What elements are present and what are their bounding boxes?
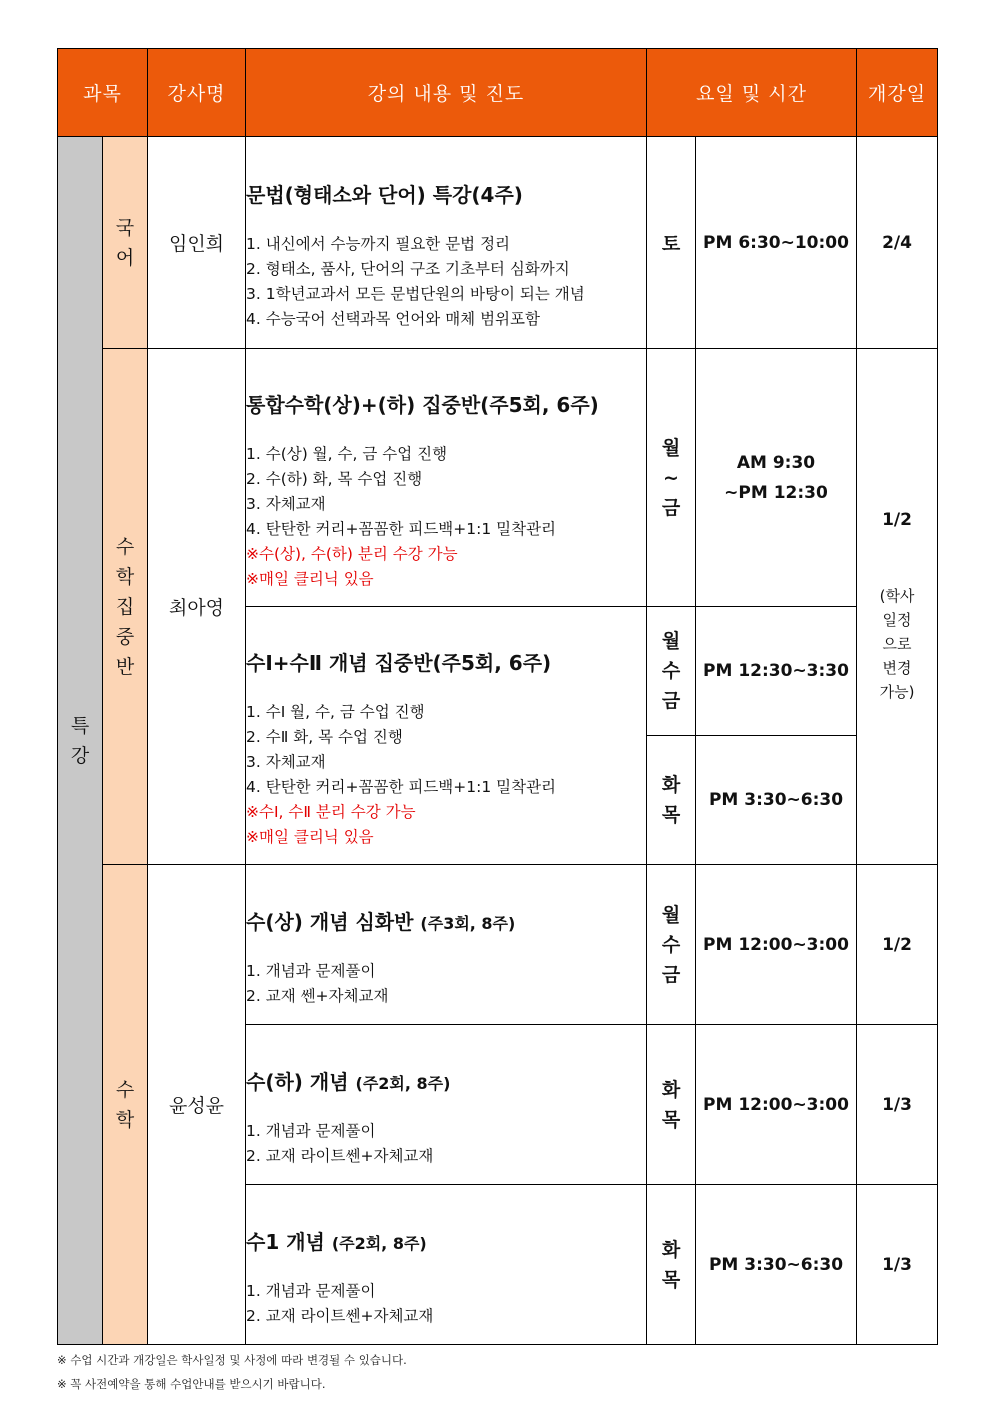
- header-teacher: 강사명: [148, 49, 246, 137]
- course-time: PM 3:30~6:30: [696, 736, 857, 865]
- header-content: 강의 내용 및 진도: [246, 49, 647, 137]
- table-row: [58, 865, 938, 1025]
- course-content: 수1 개념 (주2회, 8주) 1. 개념과 문제풀이 2. 교재 라이트쎈+자체교재: [246, 1185, 647, 1345]
- start-date-note: (학사 일정 으로 변경 가능): [879, 586, 915, 701]
- course-time: PM 12:00~3:00: [696, 865, 857, 1025]
- category-cell: [58, 137, 103, 1345]
- start-date: 1/3: [857, 1185, 938, 1345]
- table-row: [58, 349, 938, 607]
- course-time: PM 12:00~3:00: [696, 1025, 857, 1185]
- category-char: 특: [70, 714, 90, 737]
- course-title: 문법(형태소와 단어) 특강(4주): [246, 183, 523, 207]
- subject-korean: 국 어: [103, 137, 148, 349]
- course-time: PM 12:30~3:30: [696, 607, 857, 736]
- start-date: 1/3: [857, 1025, 938, 1185]
- course-title: 수(상) 개념 심화반 (주3회, 8주): [246, 910, 516, 934]
- footnote: ※ 꼭 사전예약을 통해 수업안내를 받으시기 바랍니다.: [57, 1377, 326, 1391]
- course-title: 통합수학(상)+(하) 집중반(주5회, 6주): [246, 393, 599, 417]
- header-row: [58, 49, 938, 137]
- course-day: 월 수 금: [647, 607, 696, 736]
- table-row: [58, 137, 938, 349]
- course-day: 화 목: [647, 1185, 696, 1345]
- schedule-table: [57, 48, 938, 1345]
- course-time: PM 3:30~6:30: [696, 1185, 857, 1345]
- course-content: 수(상) 개념 심화반 (주3회, 8주) 1. 개념과 문제풀이 2. 교재 쎈+자체교재: [246, 865, 647, 1025]
- course-day: 화 목: [647, 736, 696, 865]
- footnote: ※ 수업 시간과 개강일은 학사일정 및 사정에 따라 변경될 수 있습니다.: [57, 1353, 407, 1367]
- course-day: 토: [647, 137, 696, 349]
- header-subject: 과목: [58, 49, 148, 137]
- start-date: 1/2 (학사 일정 으로 변경 가능): [857, 349, 938, 865]
- teacher-name: 임인희: [148, 137, 246, 349]
- course-title: 수Ⅰ+수Ⅱ 개념 집중반(주5회, 6주): [246, 651, 552, 675]
- start-date: 1/2: [857, 865, 938, 1025]
- category-char: 강: [70, 744, 90, 767]
- course-title: 수(하) 개념 (주2회, 8주): [246, 1070, 451, 1094]
- course-day: 월 수 금: [647, 865, 696, 1025]
- start-date: 2/4: [857, 137, 938, 349]
- subject-math-intensive: 수 학 집 중 반: [103, 349, 148, 865]
- course-time: PM 6:30~10:00: [696, 137, 857, 349]
- course-content: 수Ⅰ+수Ⅱ 개념 집중반(주5회, 6주) 1. 수Ⅰ 월, 수, 금 수업 진행 2. 수Ⅱ 화, 목 수업 진행 3. 자체교재 4. 탄탄한 커리+꼼꼼한 피드백+1:1 밀착관리 ※수Ⅰ, 수Ⅱ 분리 수강 가능 ※매일 클리닉 있음: [246, 607, 647, 865]
- course-time: AM 9:30 ~PM 12:30: [696, 349, 857, 607]
- course-content: 수(하) 개념 (주2회, 8주) 1. 개념과 문제풀이 2. 교재 라이트쎈+자체교재: [246, 1025, 647, 1185]
- header-start-date: 개강일: [857, 49, 938, 137]
- course-day: 화 목: [647, 1025, 696, 1185]
- course-content: 통합수학(상)+(하) 집중반(주5회, 6주) 1. 수(상) 월, 수, 금 수업 진행 2. 수(하) 화, 목 수업 진행 3. 자체교재 4. 탄탄한 커리+꼼꼼한 피드백+1:1 밀착관리 ※수(상), 수(하) 분리 수강 가능 ※매일 클리닉 있음: [246, 349, 647, 607]
- teacher-name: 최아영: [148, 349, 246, 865]
- course-title: 수1 개념 (주2회, 8주): [246, 1230, 427, 1254]
- subject-math: 수 학: [103, 865, 148, 1345]
- teacher-name: 윤성윤: [148, 865, 246, 1345]
- course-content: 문법(형태소와 단어) 특강(4주) 1. 내신에서 수능까지 필요한 문법 정리 2. 형태소, 품사, 단어의 구조 기초부터 심화까지 3. 1학년교과서 모든 문법단원의 바탕이 되는 개념 4. 수능국어 선택과목 언어와 매체 범위포함: [246, 137, 647, 349]
- header-schedule: 요일 및 시간: [647, 49, 857, 137]
- course-day: 월 ~ 금: [647, 349, 696, 607]
